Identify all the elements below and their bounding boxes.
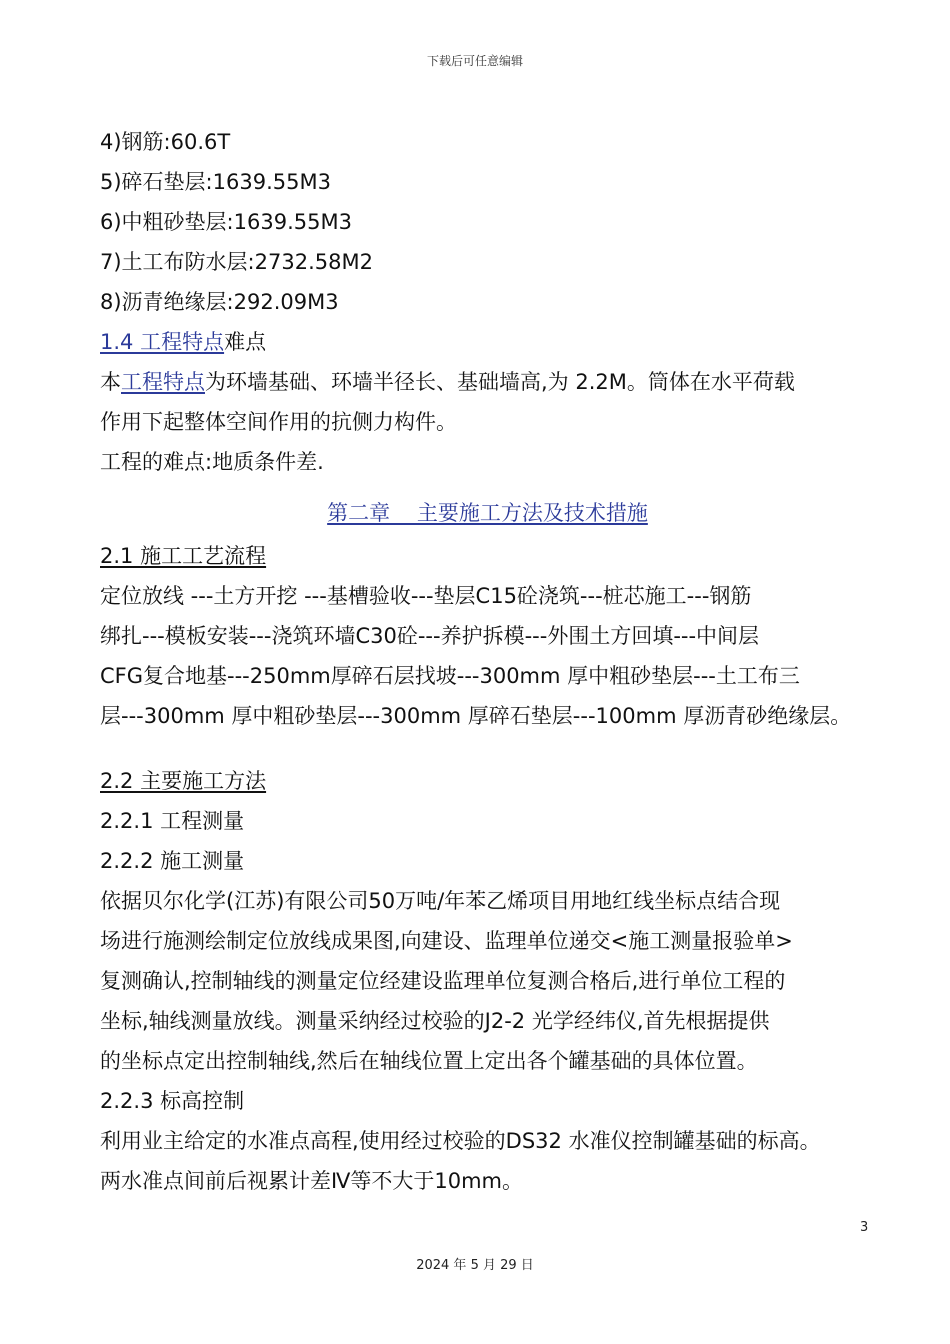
section-heading-1-4-rest: 难点 xyxy=(224,330,267,354)
document-body xyxy=(100,122,875,1201)
paragraph-gap xyxy=(100,736,875,761)
quantity-line-gravel: 5)碎石垫层:1639.55M3 xyxy=(100,170,331,194)
section-link-1-4[interactable]: 1.4 工程特点 xyxy=(100,330,225,354)
section-link-2-1[interactable]: 2.1 施工工艺流程 xyxy=(100,544,267,568)
quantity-line-sand: 6)中粗砂垫层:1639.55M3 xyxy=(100,210,352,234)
section-heading-2-1 xyxy=(100,536,875,576)
features-link[interactable]: 工程特点 xyxy=(121,370,205,394)
survey-line: 依据贝尔化学(江苏)有限公司50万吨/年苯乙烯项目用地红线坐标点结合现 xyxy=(100,889,781,913)
survey-line: 场进行施测绘制定位放线成果图,向建设、监理单位递交<施工测量报验单> xyxy=(100,929,793,953)
survey-line: 坐标,轴线测量放线。测量采纳经过校验的J2-2 光学经纬仪,首先根据提供 xyxy=(100,1009,770,1033)
survey-line: 的坐标点定出控制轴线,然后在轴线位置上定出各个罐基础的具体位置。 xyxy=(100,1049,758,1073)
section-link-2-2[interactable]: 2.2 主要施工方法 xyxy=(100,769,267,793)
page-header: 下载后可任意编辑 xyxy=(426,54,523,68)
chapter-link[interactable]: 第二章 主要施工方法及技术措施 xyxy=(327,501,648,525)
chapter-heading xyxy=(100,493,875,533)
subsection-2-2-2: 2.2.2 施工测量 xyxy=(100,849,245,873)
quantity-line-asphalt: 8)沥青绝缘层:292.09M3 xyxy=(100,290,339,314)
paragraph-prefix: 本 xyxy=(100,370,121,394)
paragraph-features-line2: 作用下起整体空间作用的抗侧力构件。 xyxy=(100,410,457,434)
flow-line: 绑扎---模板安装---浇筑环墙C30砼---养护拆模---外围土方回填---中间层 xyxy=(100,624,760,648)
flow-line: CFG复合地基---250mm厚碎石层找坡---300mm 厚中粗砂垫层---土工布三 xyxy=(100,664,800,688)
difficulty-line: 工程的难点:地质条件差. xyxy=(100,450,324,474)
page-footer-date: 2024 年 5 月 29 日 xyxy=(416,1258,534,1273)
subsection-2-2-3: 2.2.3 标高控制 xyxy=(100,1089,245,1113)
elevation-line: 两水准点间前后视累计差Ⅳ等不大于10mm。 xyxy=(100,1169,524,1193)
quantity-line-steel: 4)钢筋:60.6T xyxy=(100,130,231,154)
paragraph-features-line1 xyxy=(100,362,875,402)
flow-line: 定位放线 ---土方开挖 ---基槽验收---垫层C15砼浇筑---桩芯施工---钢筋 xyxy=(100,584,752,608)
paragraph-features-rest: 为环墙基础、环墙半径长、基础墙高,为 2.2M。筒体在水平荷载 xyxy=(205,370,795,394)
section-heading-1-4 xyxy=(100,322,875,362)
subsection-2-2-1: 2.2.1 工程测量 xyxy=(100,809,245,833)
section-heading-2-2 xyxy=(100,761,875,801)
elevation-line: 利用业主给定的水准点高程,使用经过校验的DS32 水准仪控制罐基础的标高。 xyxy=(100,1129,821,1153)
quantity-line-geotextile: 7)土工布防水层:2732.58M2 xyxy=(100,250,373,274)
flow-line: 层---300mm 厚中粗砂垫层---300mm 厚碎石垫层---100mm 厚沥青砂绝缘层。 xyxy=(100,704,852,728)
survey-line: 复测确认,控制轴线的测量定位经建设监理单位复测合格后,进行单位工程的 xyxy=(100,969,786,993)
page-number: 3 xyxy=(860,1220,869,1235)
